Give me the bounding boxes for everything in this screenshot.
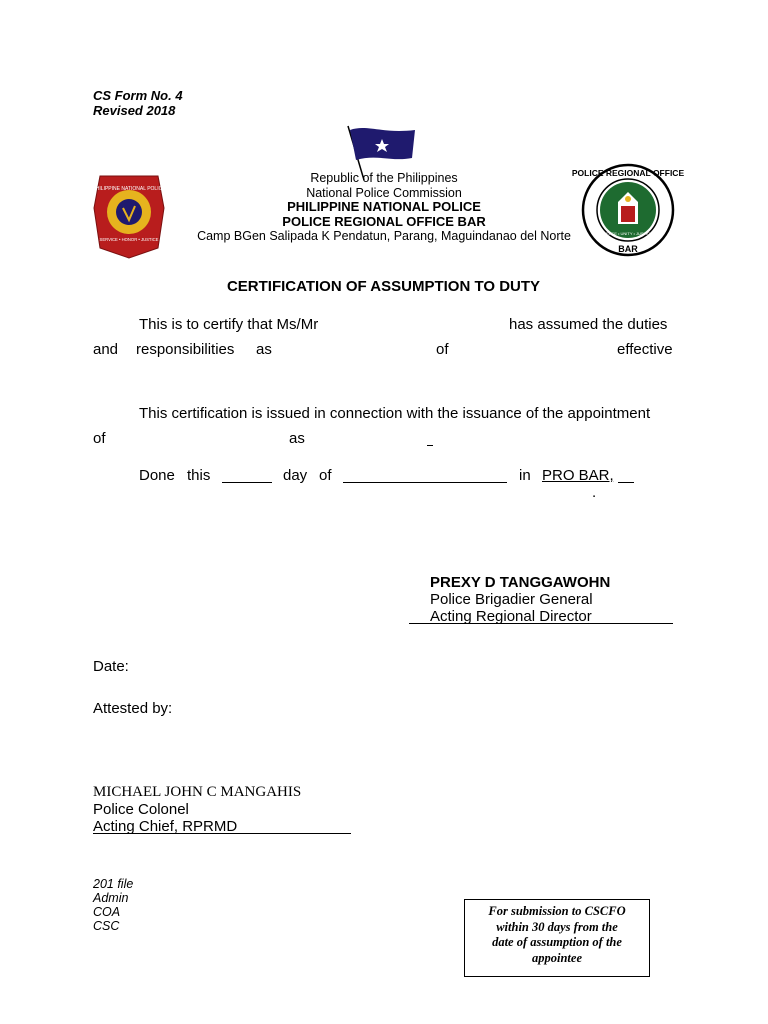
attester-position: Acting Chief, RPRMD	[93, 818, 238, 835]
pro-bar-logo-text: POLICE REGIONAL OFFICE	[571, 168, 685, 178]
done-place: PRO BAR,	[542, 467, 614, 484]
place-underline-tail	[618, 482, 634, 483]
para1-word-responsibilities: responsibilities	[136, 341, 235, 358]
month-blank-field[interactable]	[343, 482, 507, 483]
day-blank-field[interactable]	[222, 482, 272, 483]
note-line: For submission to CSCFO	[488, 904, 626, 918]
header-pnp: PHILIPPINE NATIONAL POLICE	[287, 199, 481, 214]
pnp-logo-text: PHILIPPINE NATIONAL POLICE	[92, 186, 166, 192]
para1-word-and: and	[93, 341, 119, 358]
signatory-block	[430, 574, 610, 625]
copy-furnished-list	[93, 877, 133, 933]
para1-word-effective: effective	[617, 341, 673, 358]
note-line: within 30 days from the	[496, 919, 618, 934]
header-republic: Republic of the Philippines	[310, 171, 458, 185]
submission-note-box	[464, 899, 650, 977]
header-address: Camp BGen Salipada K Pendatun, Parang, Maguindanao del Norte	[197, 229, 571, 243]
copy-item: CSC	[93, 919, 120, 933]
signatory-name: PREXY D TANGGAWOHN	[430, 574, 611, 591]
signatory-rank: Police Brigadier General	[430, 591, 593, 608]
document-title: CERTIFICATION OF ASSUMPTION TO DUTY	[226, 278, 541, 295]
header-napolcom: National Police Commission	[306, 185, 462, 200]
done-word-of: of	[319, 467, 332, 484]
form-number	[93, 88, 183, 118]
signatory-underline	[409, 623, 673, 624]
done-word-in: in	[519, 467, 531, 484]
pro-bar-logo-bottom: BAR	[618, 244, 638, 254]
attester-name: MICHAEL JOHN C MANGAHIS	[93, 784, 302, 800]
done-word-this: this	[187, 467, 211, 484]
para1-text-b: has assumed the duties	[509, 316, 668, 333]
attester-underline	[93, 833, 351, 834]
letterhead	[184, 171, 584, 244]
form-revision: Revised 2018	[93, 103, 176, 118]
para1-word-as: as	[256, 341, 272, 358]
note-line: date of assumption of the	[492, 935, 622, 949]
copy-item: COA	[93, 905, 121, 919]
pnp-logo-motto: SERVICE • HONOR • JUSTICE	[99, 237, 159, 242]
pro-bar-logo-motto: PEACE • UNITY • JUSTICE	[603, 231, 653, 236]
form-number-label: CS Form No. 4	[93, 88, 183, 103]
pnp-logo-icon	[90, 168, 168, 260]
para2-word-as: as	[289, 430, 305, 447]
note-line: appointee	[532, 950, 582, 965]
para2-word-of: of	[93, 430, 106, 447]
done-word-day: day	[283, 467, 308, 484]
attester-rank: Police Colonel	[93, 801, 189, 818]
para2-underline-mark	[427, 445, 433, 446]
done-period: .	[592, 484, 597, 501]
pro-bar-logo-icon	[571, 162, 685, 258]
copy-item: Admin	[93, 891, 129, 905]
para1-word-of: of	[436, 341, 449, 358]
header-pro: POLICE REGIONAL OFFICE BAR	[282, 213, 486, 229]
para1-text-a: This is to certify that Ms/Mr	[139, 316, 319, 333]
date-label: Date:	[93, 658, 129, 675]
para2-text: This certification is issued in connection with the issuance of the appointment	[139, 405, 651, 422]
copy-item: 201 file	[93, 877, 134, 891]
attested-label: Attested by:	[93, 700, 173, 717]
signatory-position: Acting Regional Director	[430, 608, 592, 625]
done-word-done: Done	[139, 467, 175, 484]
